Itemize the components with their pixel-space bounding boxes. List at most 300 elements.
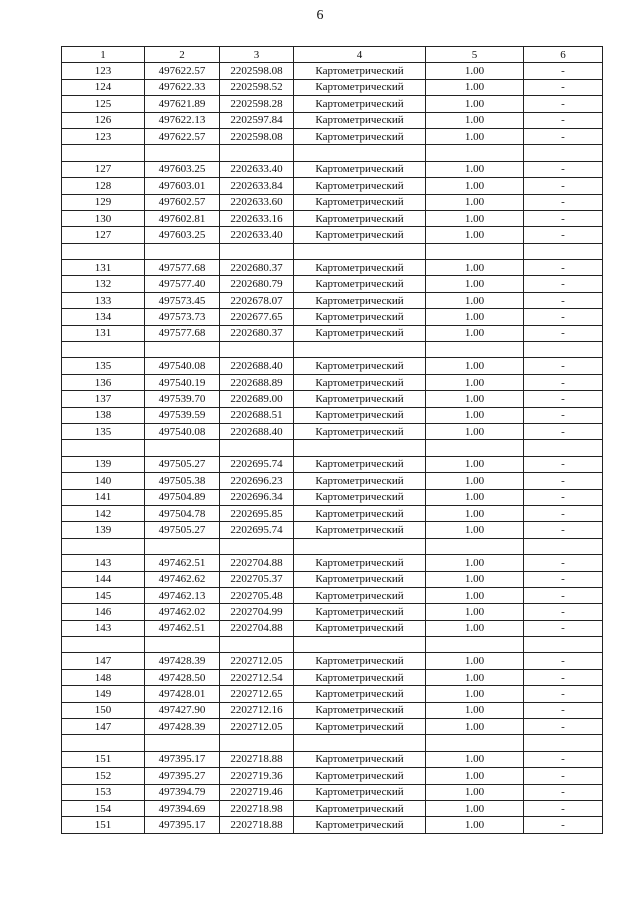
method-cell: Картометрический <box>294 587 426 603</box>
x-coordinate-cell: 497428.01 <box>145 686 220 702</box>
y-coordinate-cell: 2202712.05 <box>220 653 294 669</box>
x-coordinate-cell: 497621.89 <box>145 96 220 112</box>
accuracy-cell: 1.00 <box>426 276 524 292</box>
table-row <box>62 63 603 79</box>
accuracy-cell: 1.00 <box>426 227 524 243</box>
empty-cell <box>426 243 524 259</box>
accuracy-cell: 1.00 <box>426 784 524 800</box>
point-number-cell: 147 <box>62 653 145 669</box>
empty-cell <box>426 440 524 456</box>
note-cell: - <box>524 161 603 177</box>
column-header: 3 <box>220 47 294 63</box>
table-row <box>62 489 603 505</box>
coordinates-table <box>61 46 603 834</box>
accuracy-cell: 1.00 <box>426 374 524 390</box>
empty-cell <box>524 440 603 456</box>
note-cell: - <box>524 407 603 423</box>
method-cell: Картометрический <box>294 128 426 144</box>
spacer-row <box>62 538 603 554</box>
note-cell: - <box>524 227 603 243</box>
x-coordinate-cell: 497577.40 <box>145 276 220 292</box>
method-cell: Картометрический <box>294 555 426 571</box>
column-header: 4 <box>294 47 426 63</box>
accuracy-cell: 1.00 <box>426 489 524 505</box>
table-row <box>62 276 603 292</box>
x-coordinate-cell: 497505.27 <box>145 522 220 538</box>
accuracy-cell: 1.00 <box>426 128 524 144</box>
x-coordinate-cell: 497395.27 <box>145 768 220 784</box>
empty-cell <box>524 243 603 259</box>
y-coordinate-cell: 2202689.00 <box>220 391 294 407</box>
point-number-cell: 137 <box>62 391 145 407</box>
point-number-cell: 153 <box>62 784 145 800</box>
method-cell: Картометрический <box>294 456 426 472</box>
empty-cell <box>426 538 524 554</box>
note-cell: - <box>524 210 603 226</box>
method-cell: Картометрический <box>294 505 426 521</box>
empty-cell <box>294 735 426 751</box>
empty-cell <box>524 735 603 751</box>
spacer-row <box>62 145 603 161</box>
note-cell: - <box>524 587 603 603</box>
table-row <box>62 358 603 374</box>
y-coordinate-cell: 2202704.99 <box>220 604 294 620</box>
accuracy-cell: 1.00 <box>426 161 524 177</box>
point-number-cell: 147 <box>62 719 145 735</box>
note-cell: - <box>524 768 603 784</box>
y-coordinate-cell: 2202718.88 <box>220 817 294 833</box>
empty-cell <box>145 538 220 554</box>
accuracy-cell: 1.00 <box>426 456 524 472</box>
empty-cell <box>426 145 524 161</box>
method-cell: Картометрический <box>294 96 426 112</box>
point-number-cell: 135 <box>62 358 145 374</box>
spacer-row <box>62 243 603 259</box>
y-coordinate-cell: 2202705.37 <box>220 571 294 587</box>
x-coordinate-cell: 497462.51 <box>145 620 220 636</box>
x-coordinate-cell: 497577.68 <box>145 325 220 341</box>
empty-cell <box>145 735 220 751</box>
table-row <box>62 768 603 784</box>
empty-cell <box>220 342 294 358</box>
x-coordinate-cell: 497428.39 <box>145 719 220 735</box>
note-cell: - <box>524 800 603 816</box>
accuracy-cell: 1.00 <box>426 112 524 128</box>
accuracy-cell: 1.00 <box>426 751 524 767</box>
y-coordinate-cell: 2202598.08 <box>220 63 294 79</box>
point-number-cell: 149 <box>62 686 145 702</box>
note-cell: - <box>524 522 603 538</box>
note-cell: - <box>524 112 603 128</box>
method-cell: Картометрический <box>294 604 426 620</box>
method-cell: Картометрический <box>294 489 426 505</box>
empty-cell <box>220 538 294 554</box>
accuracy-cell: 1.00 <box>426 178 524 194</box>
note-cell: - <box>524 784 603 800</box>
accuracy-cell: 1.00 <box>426 407 524 423</box>
accuracy-cell: 1.00 <box>426 194 524 210</box>
point-number-cell: 151 <box>62 817 145 833</box>
empty-cell <box>426 735 524 751</box>
empty-cell <box>524 538 603 554</box>
method-cell: Картометрический <box>294 227 426 243</box>
accuracy-cell: 1.00 <box>426 604 524 620</box>
empty-cell <box>62 538 145 554</box>
empty-cell <box>294 538 426 554</box>
note-cell: - <box>524 292 603 308</box>
y-coordinate-cell: 2202712.54 <box>220 669 294 685</box>
method-cell: Картометрический <box>294 374 426 390</box>
empty-cell <box>294 145 426 161</box>
column-header: 2 <box>145 47 220 63</box>
point-number-cell: 151 <box>62 751 145 767</box>
table-row <box>62 751 603 767</box>
table-row <box>62 391 603 407</box>
note-cell: - <box>524 686 603 702</box>
x-coordinate-cell: 497428.50 <box>145 669 220 685</box>
x-coordinate-cell: 497505.38 <box>145 473 220 489</box>
point-number-cell: 133 <box>62 292 145 308</box>
x-coordinate-cell: 497573.45 <box>145 292 220 308</box>
empty-cell <box>294 637 426 653</box>
x-coordinate-cell: 497603.25 <box>145 161 220 177</box>
empty-cell <box>220 243 294 259</box>
y-coordinate-cell: 2202719.46 <box>220 784 294 800</box>
note-cell: - <box>524 391 603 407</box>
note-cell: - <box>524 571 603 587</box>
table-row <box>62 669 603 685</box>
empty-cell <box>294 440 426 456</box>
empty-cell <box>145 342 220 358</box>
empty-cell <box>220 637 294 653</box>
point-number-cell: 125 <box>62 96 145 112</box>
y-coordinate-cell: 2202678.07 <box>220 292 294 308</box>
x-coordinate-cell: 497395.17 <box>145 817 220 833</box>
note-cell: - <box>524 702 603 718</box>
note-cell: - <box>524 604 603 620</box>
y-coordinate-cell: 2202688.51 <box>220 407 294 423</box>
accuracy-cell: 1.00 <box>426 260 524 276</box>
y-coordinate-cell: 2202598.28 <box>220 96 294 112</box>
method-cell: Картометрический <box>294 686 426 702</box>
method-cell: Картометрический <box>294 391 426 407</box>
accuracy-cell: 1.00 <box>426 79 524 95</box>
point-number-cell: 141 <box>62 489 145 505</box>
y-coordinate-cell: 2202633.16 <box>220 210 294 226</box>
table-row <box>62 784 603 800</box>
table-row <box>62 374 603 390</box>
x-coordinate-cell: 497539.59 <box>145 407 220 423</box>
y-coordinate-cell: 2202680.37 <box>220 325 294 341</box>
note-cell: - <box>524 751 603 767</box>
empty-cell <box>426 342 524 358</box>
table-row <box>62 719 603 735</box>
method-cell: Картометрический <box>294 423 426 439</box>
spacer-row <box>62 735 603 751</box>
point-number-cell: 130 <box>62 210 145 226</box>
method-cell: Картометрический <box>294 719 426 735</box>
empty-cell <box>62 735 145 751</box>
y-coordinate-cell: 2202598.08 <box>220 128 294 144</box>
x-coordinate-cell: 497603.25 <box>145 227 220 243</box>
empty-cell <box>220 440 294 456</box>
accuracy-cell: 1.00 <box>426 522 524 538</box>
table-row <box>62 587 603 603</box>
y-coordinate-cell: 2202705.48 <box>220 587 294 603</box>
table-row <box>62 702 603 718</box>
y-coordinate-cell: 2202680.79 <box>220 276 294 292</box>
empty-cell <box>294 342 426 358</box>
empty-cell <box>524 342 603 358</box>
table-row <box>62 522 603 538</box>
method-cell: Картометрический <box>294 784 426 800</box>
accuracy-cell: 1.00 <box>426 555 524 571</box>
x-coordinate-cell: 497622.57 <box>145 128 220 144</box>
point-number-cell: 139 <box>62 456 145 472</box>
method-cell: Картометрический <box>294 653 426 669</box>
point-number-cell: 129 <box>62 194 145 210</box>
empty-cell <box>62 342 145 358</box>
note-cell: - <box>524 96 603 112</box>
x-coordinate-cell: 497573.73 <box>145 309 220 325</box>
empty-cell <box>62 243 145 259</box>
method-cell: Картометрический <box>294 358 426 374</box>
spacer-row <box>62 342 603 358</box>
point-number-cell: 144 <box>62 571 145 587</box>
note-cell: - <box>524 260 603 276</box>
point-number-cell: 135 <box>62 423 145 439</box>
accuracy-cell: 1.00 <box>426 620 524 636</box>
y-coordinate-cell: 2202688.40 <box>220 423 294 439</box>
table-row <box>62 571 603 587</box>
point-number-cell: 127 <box>62 161 145 177</box>
y-coordinate-cell: 2202695.74 <box>220 522 294 538</box>
accuracy-cell: 1.00 <box>426 292 524 308</box>
table-row <box>62 620 603 636</box>
table-row <box>62 423 603 439</box>
empty-cell <box>220 735 294 751</box>
table-row <box>62 473 603 489</box>
point-number-cell: 146 <box>62 604 145 620</box>
accuracy-cell: 1.00 <box>426 63 524 79</box>
page-number: 6 <box>316 8 324 23</box>
method-cell: Картометрический <box>294 194 426 210</box>
point-number-cell: 131 <box>62 325 145 341</box>
x-coordinate-cell: 497427.90 <box>145 702 220 718</box>
empty-cell <box>294 243 426 259</box>
point-number-cell: 150 <box>62 702 145 718</box>
point-number-cell: 128 <box>62 178 145 194</box>
note-cell: - <box>524 128 603 144</box>
point-number-cell: 142 <box>62 505 145 521</box>
x-coordinate-cell: 497540.08 <box>145 358 220 374</box>
method-cell: Картометрический <box>294 260 426 276</box>
point-number-cell: 131 <box>62 260 145 276</box>
point-number-cell: 132 <box>62 276 145 292</box>
point-number-cell: 123 <box>62 63 145 79</box>
note-cell: - <box>524 505 603 521</box>
y-coordinate-cell: 2202688.40 <box>220 358 294 374</box>
point-number-cell: 134 <box>62 309 145 325</box>
y-coordinate-cell: 2202712.65 <box>220 686 294 702</box>
accuracy-cell: 1.00 <box>426 768 524 784</box>
column-header: 6 <box>524 47 603 63</box>
y-coordinate-cell: 2202633.60 <box>220 194 294 210</box>
note-cell: - <box>524 194 603 210</box>
method-cell: Картометрический <box>294 817 426 833</box>
y-coordinate-cell: 2202704.88 <box>220 555 294 571</box>
table-row <box>62 79 603 95</box>
point-number-cell: 123 <box>62 128 145 144</box>
table-row <box>62 210 603 226</box>
accuracy-cell: 1.00 <box>426 96 524 112</box>
spacer-row <box>62 440 603 456</box>
x-coordinate-cell: 497504.89 <box>145 489 220 505</box>
y-coordinate-cell: 2202718.98 <box>220 800 294 816</box>
y-coordinate-cell: 2202704.88 <box>220 620 294 636</box>
accuracy-cell: 1.00 <box>426 587 524 603</box>
note-cell: - <box>524 423 603 439</box>
accuracy-cell: 1.00 <box>426 325 524 341</box>
method-cell: Картометрический <box>294 112 426 128</box>
point-number-cell: 143 <box>62 555 145 571</box>
accuracy-cell: 1.00 <box>426 669 524 685</box>
y-coordinate-cell: 2202677.65 <box>220 309 294 325</box>
table-row <box>62 686 603 702</box>
accuracy-cell: 1.00 <box>426 505 524 521</box>
accuracy-cell: 1.00 <box>426 653 524 669</box>
accuracy-cell: 1.00 <box>426 391 524 407</box>
method-cell: Картометрический <box>294 210 426 226</box>
x-coordinate-cell: 497462.02 <box>145 604 220 620</box>
y-coordinate-cell: 2202695.74 <box>220 456 294 472</box>
table-row <box>62 800 603 816</box>
note-cell: - <box>524 374 603 390</box>
empty-cell <box>524 637 603 653</box>
y-coordinate-cell: 2202633.40 <box>220 161 294 177</box>
empty-cell <box>145 243 220 259</box>
point-number-cell: 154 <box>62 800 145 816</box>
note-cell: - <box>524 473 603 489</box>
x-coordinate-cell: 497428.39 <box>145 653 220 669</box>
table-row <box>62 817 603 833</box>
point-number-cell: 152 <box>62 768 145 784</box>
empty-cell <box>426 637 524 653</box>
accuracy-cell: 1.00 <box>426 800 524 816</box>
table-row <box>62 407 603 423</box>
method-cell: Картометрический <box>294 276 426 292</box>
point-number-cell: 136 <box>62 374 145 390</box>
table-row <box>62 309 603 325</box>
y-coordinate-cell: 2202719.36 <box>220 768 294 784</box>
y-coordinate-cell: 2202696.34 <box>220 489 294 505</box>
method-cell: Картометрический <box>294 768 426 784</box>
point-number-cell: 138 <box>62 407 145 423</box>
note-cell: - <box>524 276 603 292</box>
note-cell: - <box>524 555 603 571</box>
x-coordinate-cell: 497622.33 <box>145 79 220 95</box>
table-row <box>62 292 603 308</box>
method-cell: Картометрический <box>294 669 426 685</box>
method-cell: Картометрический <box>294 620 426 636</box>
table-row <box>62 505 603 521</box>
method-cell: Картометрический <box>294 79 426 95</box>
note-cell: - <box>524 669 603 685</box>
y-coordinate-cell: 2202712.16 <box>220 702 294 718</box>
empty-cell <box>62 145 145 161</box>
y-coordinate-cell: 2202597.84 <box>220 112 294 128</box>
empty-cell <box>524 145 603 161</box>
table-row <box>62 227 603 243</box>
note-cell: - <box>524 309 603 325</box>
table-row <box>62 194 603 210</box>
point-number-cell: 148 <box>62 669 145 685</box>
method-cell: Картометрический <box>294 325 426 341</box>
table-row <box>62 161 603 177</box>
method-cell: Картометрический <box>294 522 426 538</box>
accuracy-cell: 1.00 <box>426 473 524 489</box>
accuracy-cell: 1.00 <box>426 571 524 587</box>
x-coordinate-cell: 497540.19 <box>145 374 220 390</box>
empty-cell <box>220 145 294 161</box>
empty-cell <box>145 637 220 653</box>
table-row <box>62 128 603 144</box>
note-cell: - <box>524 325 603 341</box>
accuracy-cell: 1.00 <box>426 702 524 718</box>
method-cell: Картометрический <box>294 161 426 177</box>
empty-cell <box>62 440 145 456</box>
table-row <box>62 325 603 341</box>
table-row <box>62 555 603 571</box>
y-coordinate-cell: 2202688.89 <box>220 374 294 390</box>
empty-cell <box>62 637 145 653</box>
x-coordinate-cell: 497622.13 <box>145 112 220 128</box>
x-coordinate-cell: 497622.57 <box>145 63 220 79</box>
method-cell: Картометрический <box>294 702 426 718</box>
empty-cell <box>145 440 220 456</box>
x-coordinate-cell: 497395.17 <box>145 751 220 767</box>
point-number-cell: 127 <box>62 227 145 243</box>
table-body <box>62 63 603 833</box>
note-cell: - <box>524 719 603 735</box>
note-cell: - <box>524 79 603 95</box>
x-coordinate-cell: 497602.81 <box>145 210 220 226</box>
method-cell: Картометрический <box>294 473 426 489</box>
point-number-cell: 145 <box>62 587 145 603</box>
table-row <box>62 260 603 276</box>
column-header: 5 <box>426 47 524 63</box>
y-coordinate-cell: 2202696.23 <box>220 473 294 489</box>
note-cell: - <box>524 653 603 669</box>
accuracy-cell: 1.00 <box>426 210 524 226</box>
method-cell: Картометрический <box>294 292 426 308</box>
x-coordinate-cell: 497504.78 <box>145 505 220 521</box>
point-number-cell: 140 <box>62 473 145 489</box>
method-cell: Картометрический <box>294 800 426 816</box>
y-coordinate-cell: 2202695.85 <box>220 505 294 521</box>
x-coordinate-cell: 497394.69 <box>145 800 220 816</box>
table-row <box>62 604 603 620</box>
note-cell: - <box>524 178 603 194</box>
table-row <box>62 456 603 472</box>
x-coordinate-cell: 497540.08 <box>145 423 220 439</box>
x-coordinate-cell: 497462.51 <box>145 555 220 571</box>
x-coordinate-cell: 497462.62 <box>145 571 220 587</box>
x-coordinate-cell: 497462.13 <box>145 587 220 603</box>
x-coordinate-cell: 497577.68 <box>145 260 220 276</box>
method-cell: Картометрический <box>294 309 426 325</box>
accuracy-cell: 1.00 <box>426 423 524 439</box>
